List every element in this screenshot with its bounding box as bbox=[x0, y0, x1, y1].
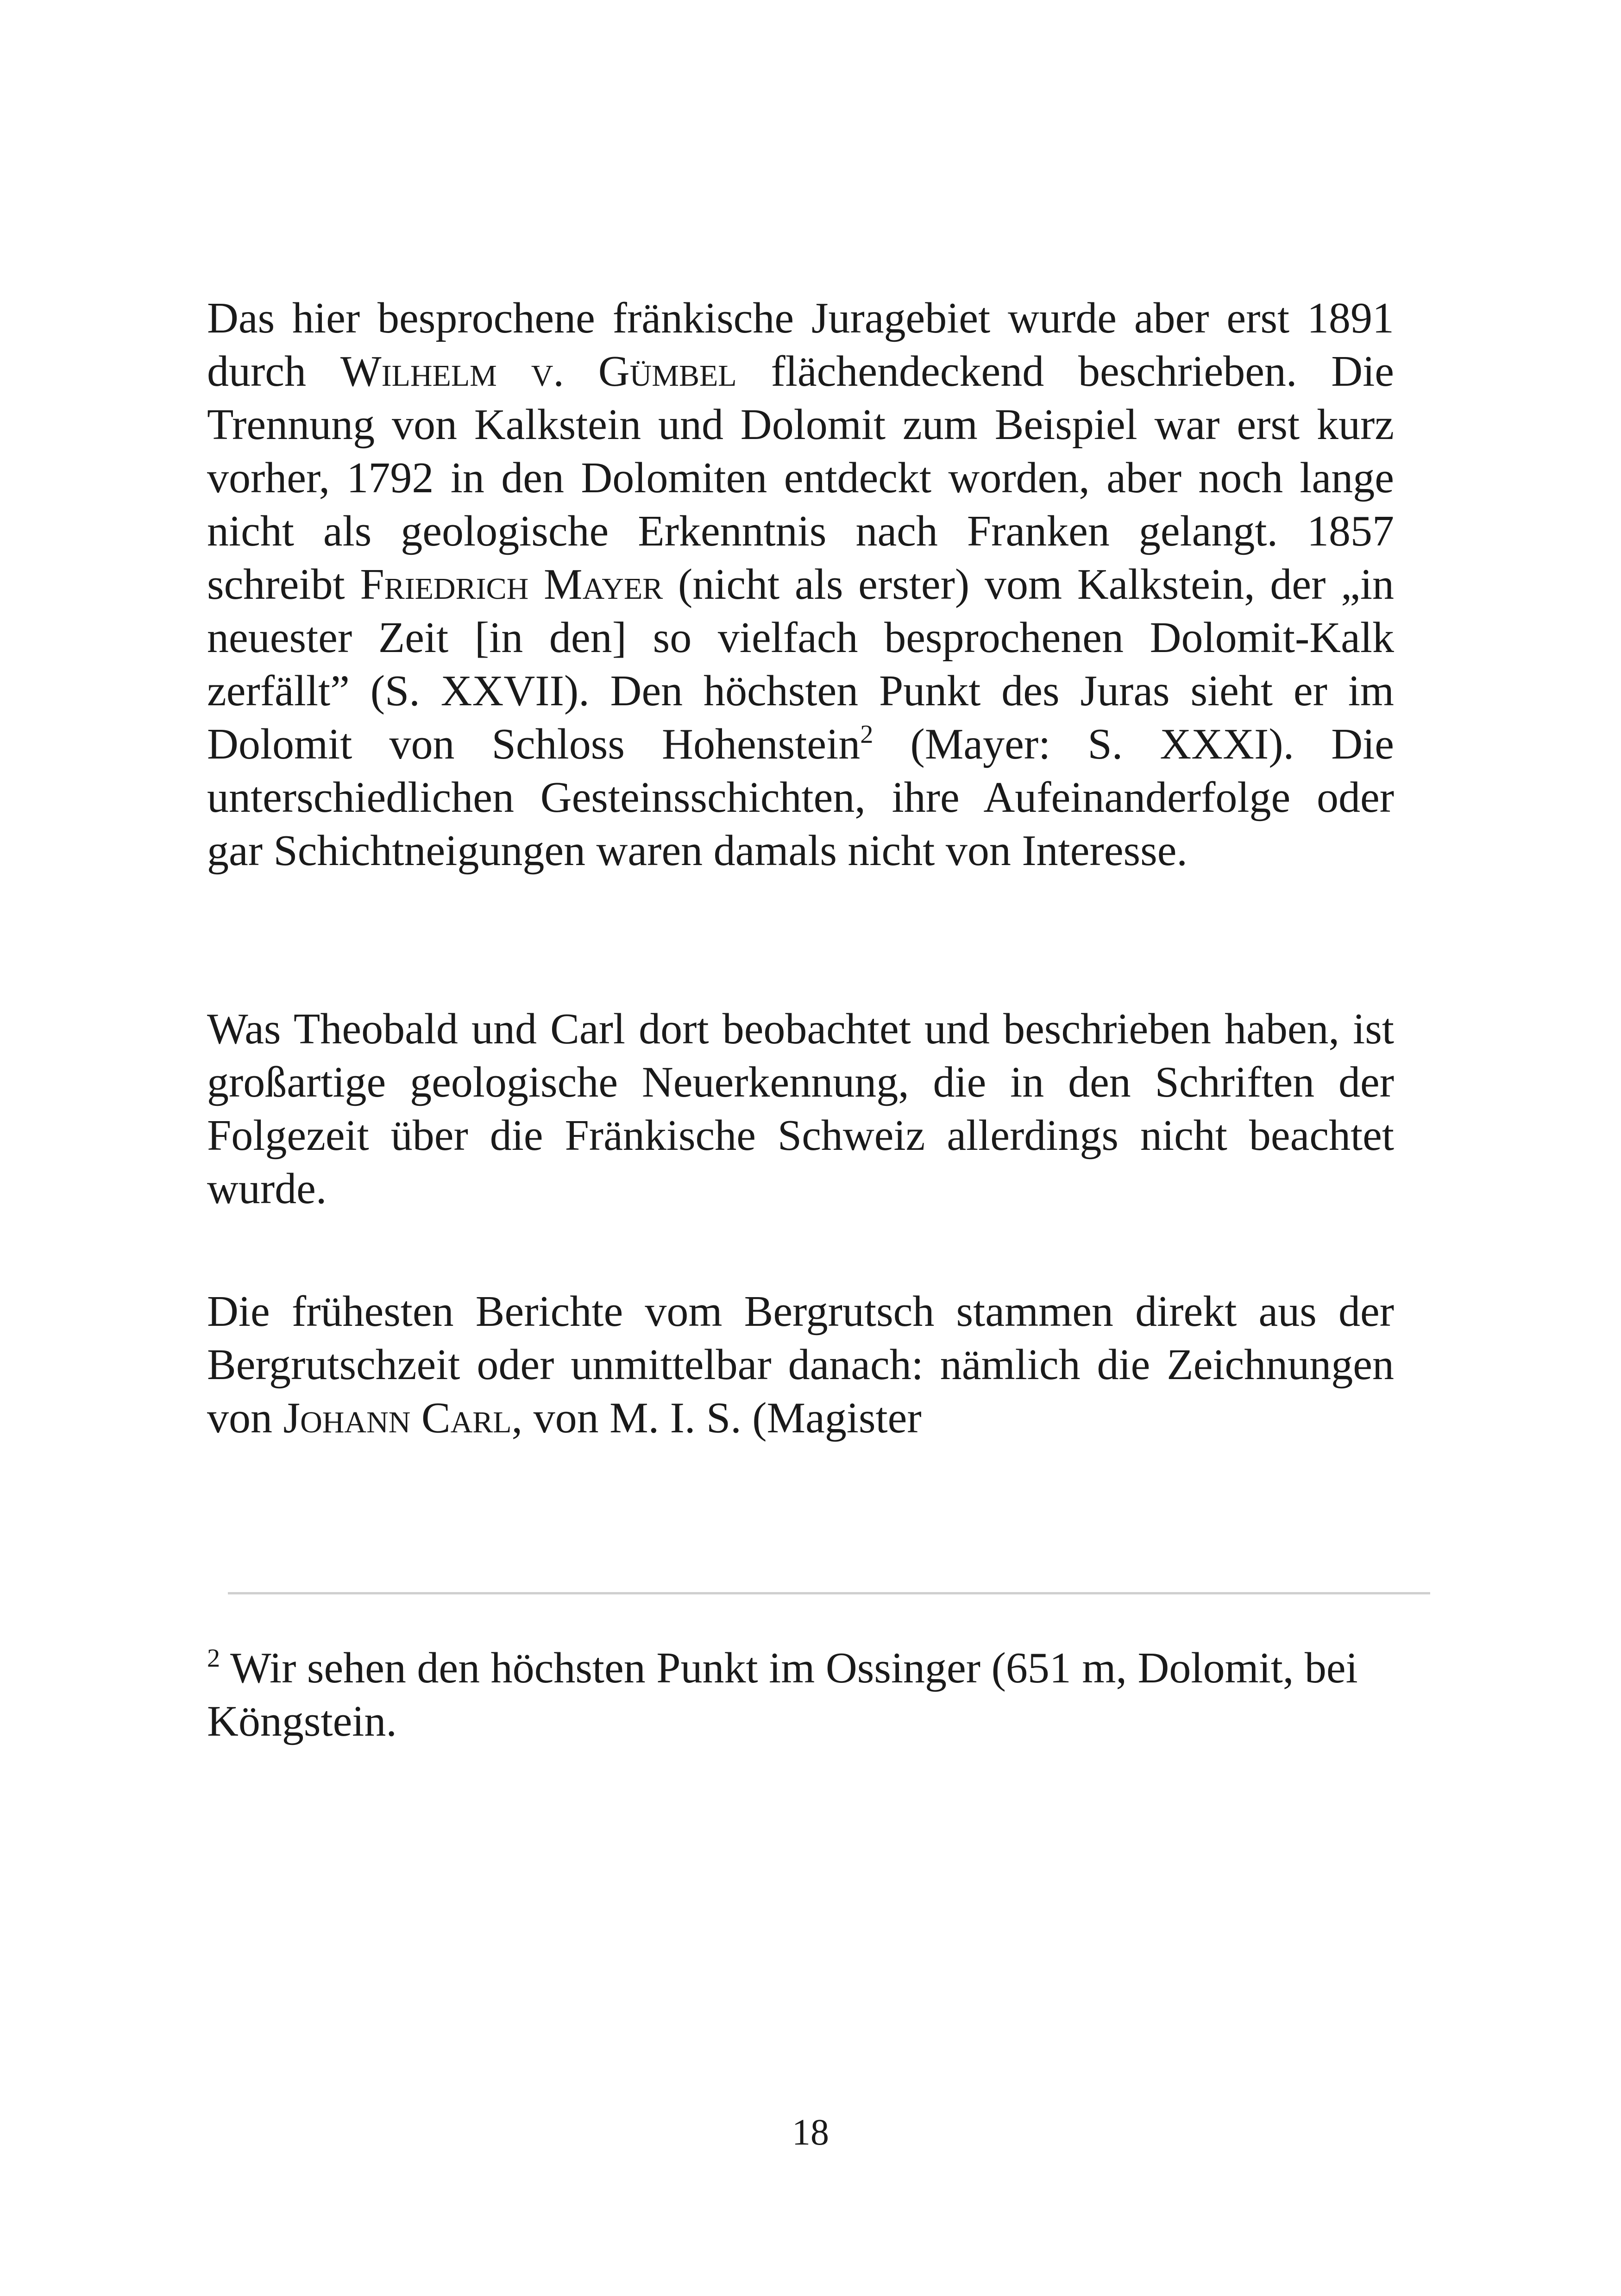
body-paragraph-3 bbox=[207, 1285, 1394, 1445]
text-segment: , von M. I. S. (Magister bbox=[511, 1394, 922, 1442]
text-segment: Das hier besprochene fränkische Juragebiet wurde aber erst 1891 durch bbox=[207, 294, 1394, 395]
footnote-separator bbox=[228, 1592, 1430, 1594]
author-name-carl: Johann Carl bbox=[283, 1394, 512, 1442]
page-number: 18 bbox=[792, 2112, 829, 2153]
body-paragraph-2 bbox=[207, 1003, 1394, 1216]
footnote bbox=[207, 1642, 1411, 1748]
author-name-guembel: Wilhelm v. Gümbel bbox=[340, 347, 737, 395]
text-segment: flächendeckend beschrieben. Die Trennung von Kalkstein und Dolomit zum Beispiel war erst kurz vorher, 1792 in den Dolomiten entdeckt worden, aber noch lange nicht als geologische Erkenntnis nach Franken gelangt. 1857 schreibt bbox=[207, 347, 1394, 609]
body-paragraph-1 bbox=[207, 292, 1394, 878]
footnote-reference[interactable]: 2 bbox=[860, 720, 873, 749]
text-segment: Die frühesten Berichte vom Bergrutsch stammen direkt aus der Bergrutschzeit oder unmittelbar danach: nämlich die Zeichnungen von bbox=[207, 1287, 1394, 1442]
text-segment: (nicht als erster) vom Kalkstein, der „in neuester Zeit [in den] so vielfach besprochenen Dolomit-Kalk zerfällt” (S. XXVII). Den höchsten Punkt des Juras sieht er im Dolomit von Schloss Hohenstein bbox=[207, 560, 1394, 768]
text-segment: (Mayer: S. XXXI). Die unterschiedlichen Gesteinsschichten, ihre Aufeinanderfolge oder gar Schichtneigungen waren damals nicht von Interesse. bbox=[207, 720, 1394, 875]
footnote-marker: 2 bbox=[207, 1644, 220, 1673]
footnote-text: Wir sehen den höchsten Punkt im Ossinger (651 m, Dolomit, bei Köngstein. bbox=[207, 1644, 1358, 1745]
author-name-mayer: Friedrich Mayer bbox=[360, 560, 663, 609]
text-segment: Was Theobald und Carl dort beobachtet und beschrieben haben, ist großartige geologische Neuerkennung, die in den Schriften der Folgezeit über die Fränkische Schweiz allerdings nicht beachtet wurde. bbox=[207, 1005, 1394, 1213]
